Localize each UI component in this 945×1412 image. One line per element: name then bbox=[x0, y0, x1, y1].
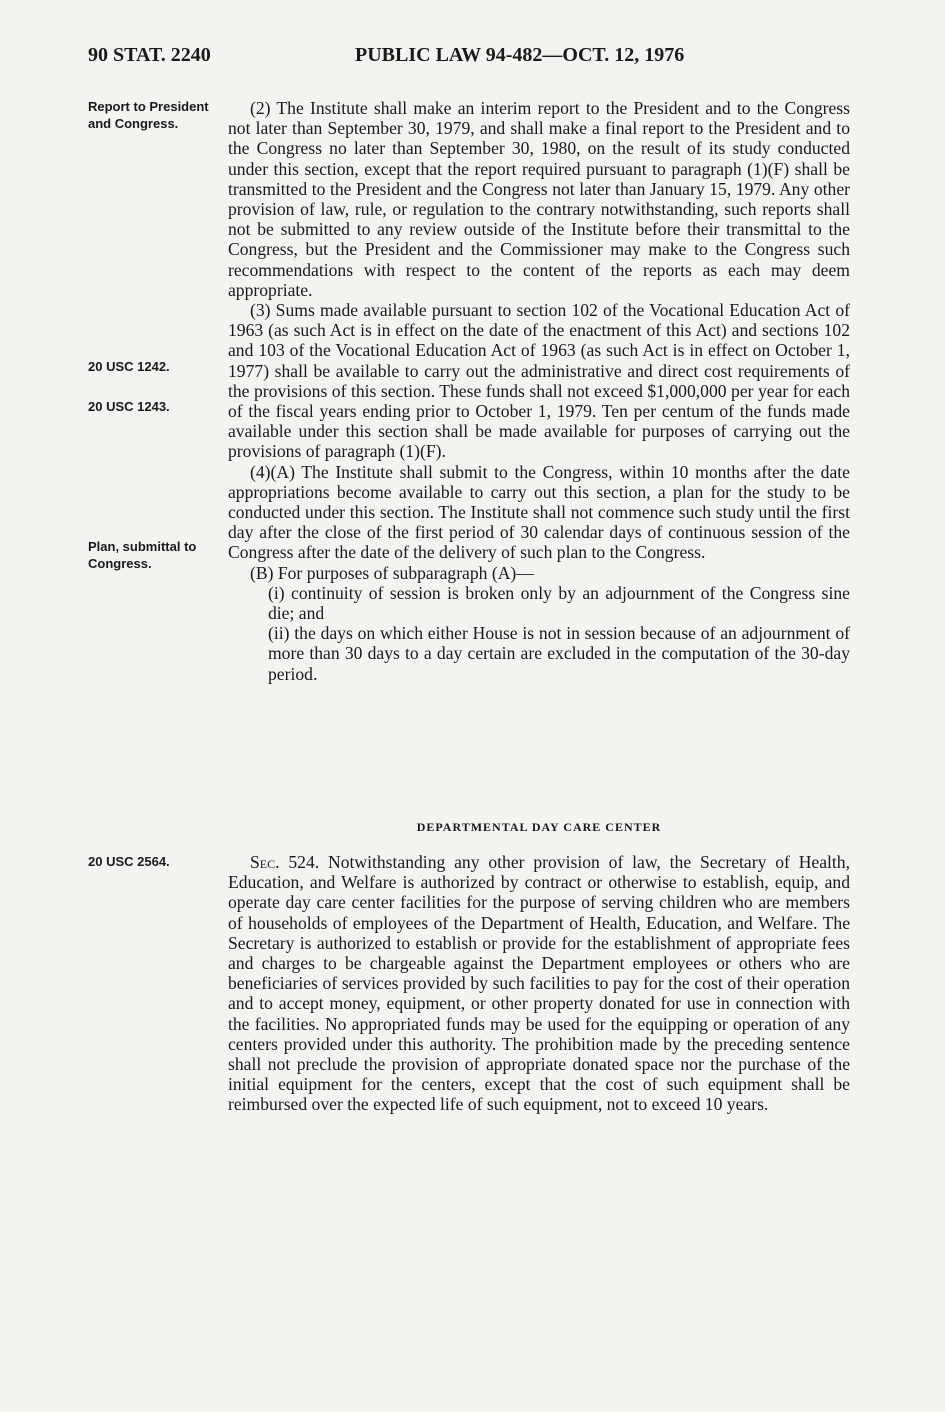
margin-note-usc-1243: 20 USC 1243. bbox=[88, 399, 170, 414]
body-text-upper bbox=[228, 98, 850, 684]
paragraph-3: (3) Sums made available pursuant to section 102 of the Vocational Education Act of 1963 (as such Act is in effect on the date of the enactment of this Act) and sections 102 and 103 of the Vocational Education Act of 1963 (as such Act is in effect on October 1, 1977) shall be available to carry out the administrative and direct cost requirements of the provisions of this section. These funds shall not exceed $1,000,000 per year for each of the fiscal years ending prior to October 1, 1979. Ten per centum of the funds made available under this section shall be made available for purposes of carrying out the provisions of paragraph (1)(F). bbox=[228, 300, 850, 462]
paragraph-4b: (B) For purposes of subparagraph (A)— bbox=[250, 562, 534, 583]
paragraph-2: (2) The Institute shall make an interim report to the President and to the Congress not later than September 30, 1979, and shall make a final report to the President and to the Congress no later than September 30, 1980, on the result of its study conducted under this section, except that the report required pursuant to paragraph (1)(F) shall be transmitted to the President and the Congress not later than January 15, 1979. Any other provision of law, rule, or regulation to the contrary notwithstanding, such reports shall not be submitted to any review outside of the Institute before their transmittal to the Congress, but the President and the Commissioner may make to the Congress such recommendations with respect to the content of the reports as each may deem appropriate. bbox=[228, 98, 850, 300]
section-524 bbox=[228, 852, 850, 1115]
section-524-text: Notwithstanding any other provision of law, the Secretary of Health, Education, and Welfare is authorized by contract or otherwise to establish, equip, and operate day care center facilities for the purpose of serving children who are members of households of employees of the Department of Health, Education, and Welfare. The Secretary is authorized to establish or provide for the establishment of appropriate fees and charges to be chargeable against the Department employees or others who are beneficiaries of services provided by such facilities to pay for the cost of their operation and to accept money, equipment, or other property donated for use in connection with the facilities. No appropriated funds may be used for the equipping or operation of any centers provided under this authority. The prohibition made by the preceding sentence shall not preclude the provision of appropriate donated space nor the purchase of the initial equipment for the centers, except that the cost of such equipment shall be reimbursed over the expected life of such equipment, not to exceed 10 years. bbox=[228, 852, 850, 1115]
paragraph-4b-ii: (ii) the days on which either House is not in session because of an adjournment of more than 30 days to a day certain are excluded in the computation of the 30-day period. bbox=[268, 623, 850, 684]
margin-note-usc-2564: 20 USC 2564. bbox=[88, 854, 170, 869]
margin-note-plan: Plan, submittal to Congress. bbox=[88, 539, 197, 571]
paragraph-4a: (4)(A) The Institute shall submit to the Congress, within 10 months after the date appropriations become available to carry out this section, a plan for the study to be conducted under this section. The Institute shall not commence such study until the first day after the close of the first period of 30 calendar days of continuous session of the Congress after the date of the delivery of such plan to the Congress. bbox=[228, 461, 850, 563]
running-title: PUBLIC LAW 94-482—OCT. 12, 1976 bbox=[355, 44, 685, 66]
statute-page-number: 90 STAT. 2240 bbox=[88, 44, 211, 66]
margin-note-usc-1242: 20 USC 1242. bbox=[88, 359, 170, 374]
paragraph-4b-i: (i) continuity of session is broken only by an adjournment of the Congress sine die; and bbox=[268, 582, 850, 624]
body-text-sec-524 bbox=[228, 852, 850, 1115]
section-heading: DEPARTMENTAL DAY CARE CENTER bbox=[416, 820, 662, 834]
margin-note-report: Report to President and Congress. bbox=[88, 99, 209, 131]
section-524-label: Sec. 524. bbox=[250, 852, 320, 872]
page-header bbox=[88, 44, 849, 78]
